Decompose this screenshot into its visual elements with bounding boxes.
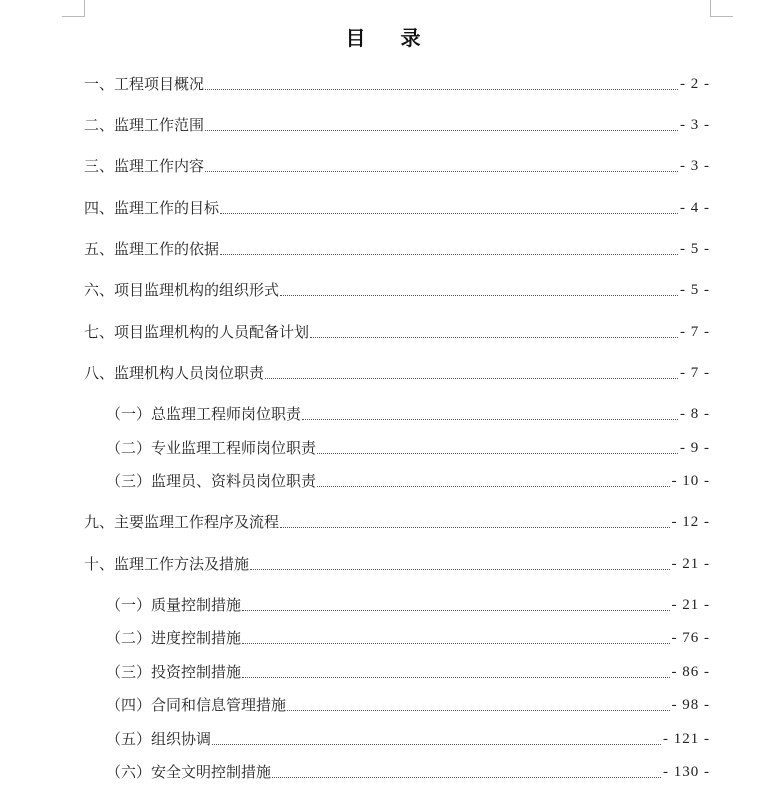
toc-page-number: - 4 - <box>680 200 710 216</box>
toc-entry[interactable] <box>84 280 710 300</box>
toc-dot-leader <box>242 643 669 644</box>
toc-dot-leader <box>265 378 678 379</box>
toc-page-number: - 130 - <box>663 764 710 780</box>
toc-entry-label: 五、监理工作的依据 <box>84 240 220 258</box>
toc-dot-leader <box>242 677 669 678</box>
toc-dot-leader <box>272 777 661 778</box>
toc-page-number: - 10 - <box>671 473 710 489</box>
toc-dot-leader <box>212 744 661 745</box>
toc-title: 目 录 <box>345 26 435 50</box>
toc-page-number: - 5 - <box>680 241 710 257</box>
toc-page-number: - 21 - <box>671 556 710 572</box>
toc-page-number: - 121 - <box>663 731 710 747</box>
toc-dot-leader <box>280 527 669 528</box>
toc-page-number: - 98 - <box>671 697 710 713</box>
toc-page-number: - 12 - <box>671 514 710 530</box>
toc-entry-label: 一、工程项目概况 <box>84 75 205 93</box>
toc-entry-label: 三、监理工作内容 <box>84 157 205 175</box>
toc-dot-leader <box>317 453 678 454</box>
toc-dot-leader <box>302 419 678 420</box>
toc-subentry[interactable] <box>106 695 710 715</box>
toc-dot-leader <box>280 295 678 296</box>
toc-entry[interactable] <box>84 554 710 574</box>
toc-dot-leader <box>220 254 678 255</box>
toc-entry[interactable] <box>84 322 710 342</box>
toc-entry-label: （二）进度控制措施 <box>106 629 242 647</box>
toc-subentry[interactable] <box>106 729 710 749</box>
toc-entry-label: 十、监理工作方法及措施 <box>84 555 250 573</box>
toc-page-number: - 2 - <box>680 76 710 92</box>
toc-entry-label: 二、监理工作范围 <box>84 116 205 134</box>
toc-dot-leader <box>205 171 678 172</box>
toc-subentry[interactable] <box>106 404 710 424</box>
toc-entry[interactable] <box>84 115 710 135</box>
toc-page-number: - 9 - <box>680 440 710 456</box>
toc-entry-label: 七、项目监理机构的人员配备计划 <box>84 323 310 341</box>
toc-dot-leader <box>242 610 669 611</box>
toc-subentry[interactable] <box>106 595 710 615</box>
toc-page-number: - 8 - <box>680 406 710 422</box>
toc-dot-leader <box>250 569 669 570</box>
toc-dot-leader <box>317 486 669 487</box>
toc-entry-label: （四）合同和信息管理措施 <box>106 696 287 714</box>
toc-page-number: - 86 - <box>671 664 710 680</box>
toc-page-number: - 5 - <box>680 282 710 298</box>
toc-entry-label: 九、主要监理工作程序及流程 <box>84 513 280 531</box>
toc-entry-label: （五）组织协调 <box>106 730 212 748</box>
toc-page-number: - 3 - <box>680 158 710 174</box>
toc-page-number: - 3 - <box>680 117 710 133</box>
toc-entry[interactable] <box>84 198 710 218</box>
toc-entry-label: （一）质量控制措施 <box>106 596 242 614</box>
toc-dot-leader <box>205 130 678 131</box>
toc-entry[interactable] <box>84 156 710 176</box>
toc-dot-leader <box>310 337 678 338</box>
toc-subentry[interactable] <box>106 628 710 648</box>
toc-subentry[interactable] <box>106 438 710 458</box>
toc-page-number: - 7 - <box>680 324 710 340</box>
toc-entry-label: 八、监理机构人员岗位职责 <box>84 364 265 382</box>
toc-entry[interactable] <box>84 363 710 383</box>
toc-entry[interactable] <box>84 74 710 94</box>
toc-subentry[interactable] <box>106 662 710 682</box>
toc-page-number: - 21 - <box>671 597 710 613</box>
toc-subentry[interactable] <box>106 471 710 491</box>
toc-subentry[interactable] <box>106 762 710 782</box>
toc-page-number: - 7 - <box>680 365 710 381</box>
toc-entry[interactable] <box>84 512 710 532</box>
toc-entry-label: （六）安全文明控制措施 <box>106 763 272 781</box>
toc-dot-leader <box>205 89 678 90</box>
toc-entry-label: （二）专业监理工程师岗位职责 <box>106 439 317 457</box>
toc-page-number: - 76 - <box>671 630 710 646</box>
toc-entry[interactable] <box>84 239 710 259</box>
toc-dot-leader <box>287 710 669 711</box>
toc-entry-label: 四、监理工作的目标 <box>84 199 220 217</box>
toc-dot-leader <box>220 213 678 214</box>
toc-entry-label: （一）总监理工程师岗位职责 <box>106 405 302 423</box>
toc-entry-label: （三）监理员、资料员岗位职责 <box>106 472 317 490</box>
toc-entry-label: 六、项目监理机构的组织形式 <box>84 281 280 299</box>
toc-entry-label: （三）投资控制措施 <box>106 663 242 681</box>
